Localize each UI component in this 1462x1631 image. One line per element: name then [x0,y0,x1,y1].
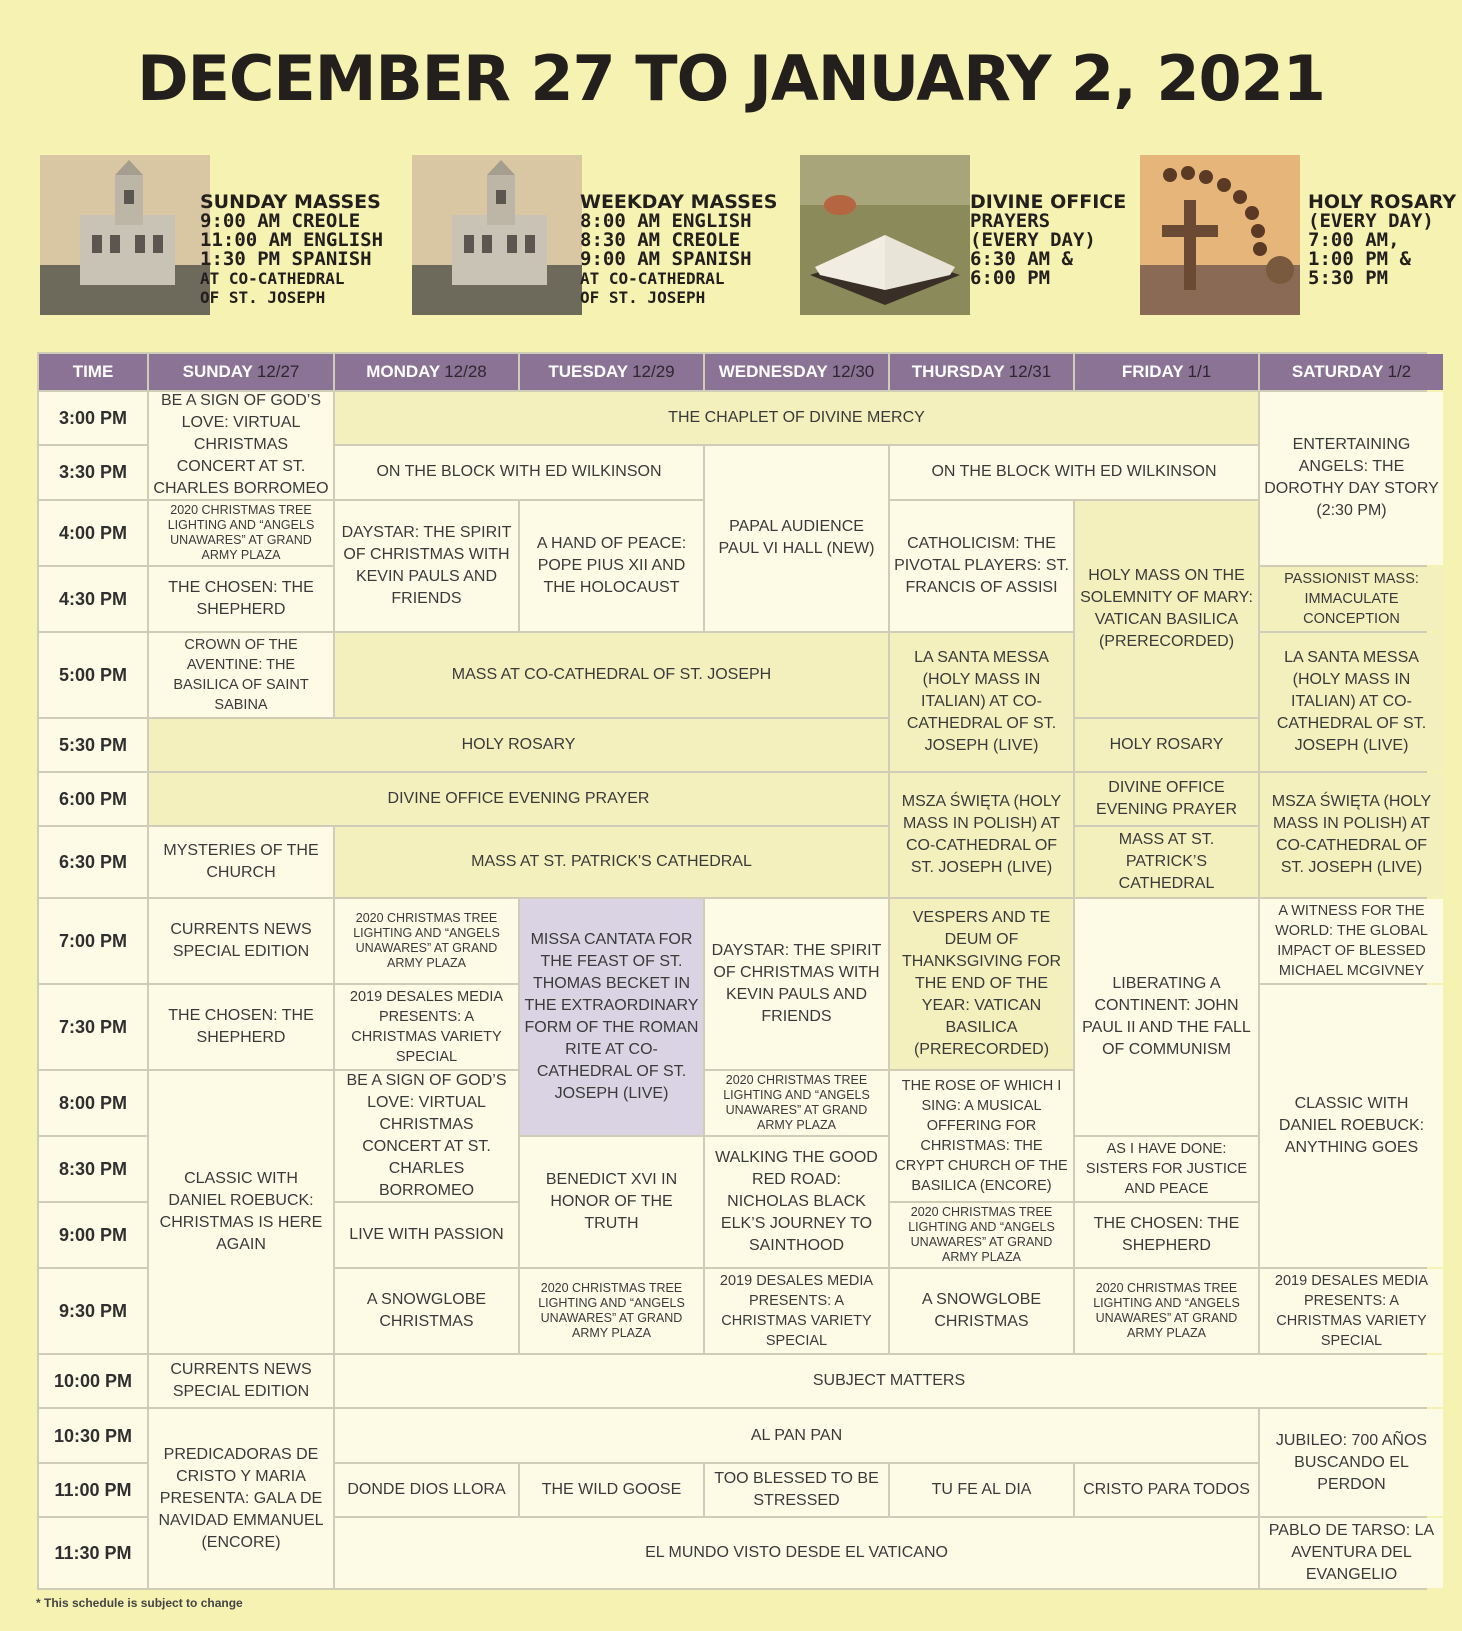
program-cell: CURRENTS NEWS SPECIAL EDITION [149,899,333,983]
header-label: TIME [72,362,114,381]
header-date: 12/27 [256,362,300,381]
time-slot: 5:00 PM [39,633,147,717]
promo-line: 8:00 AM ENGLISH [580,210,752,232]
program-cell: 2020 CHRISTMAS TREE LIGHTING AND “ANGELS UNAWARES” AT GRAND ARMY PLAZA [149,501,333,565]
program-cell: 2020 CHRISTMAS TREE LIGHTING AND “ANGELS UNAWARES” AT GRAND ARMY PLAZA [520,1269,703,1353]
program-cell: HOLY MASS ON THE SOLEMNITY OF MARY: VATICAN BASILICA (PRERECORDED) [1075,501,1258,717]
program-cell: 2020 CHRISTMAS TREE LIGHTING AND “ANGELS UNAWARES” AT GRAND ARMY PLAZA [335,899,518,983]
program-cell: LA SANTA MESSA (HOLY MASS IN ITALIAN) AT CO-CATHEDRAL OF ST. JOSEPH (LIVE) [890,633,1073,771]
program-cell: DAYSTAR: THE SPIRIT OF CHRISTMAS WITH KEVIN PAULS AND FRIENDS [705,899,888,1069]
program-cell: ENTERTAINING ANGELS: THE DOROTHY DAY STORY (2:30 PM) [1260,392,1443,565]
program-cell: CRISTO PARA TODOS [1075,1464,1258,1516]
promo-line: OF ST. JOSEPH [200,288,326,307]
program-cell: DIVINE OFFICE EVENING PRAYER [1075,773,1258,825]
time-slot: 10:30 PM [39,1409,147,1461]
program-cell: TU FE AL DIA [890,1464,1073,1516]
program-cell: BE A SIGN OF GOD’S LOVE: VIRTUAL CHRISTMAS CONCERT AT ST. CHARLES BORROMEO [335,1071,518,1201]
program-cell: THE CHAPLET OF DIVINE MERCY [335,392,1258,444]
header-date: 12/28 [444,362,487,381]
program-cell: A SNOWGLOBE CHRISTMAS [335,1269,518,1353]
header-date: 1/1 [1187,362,1212,381]
header-day: TUESDAY [548,362,629,381]
open-bible-icon [800,155,970,315]
promo-weekday-masses [412,155,778,325]
promo-line: AT CO-CATHEDRAL [580,269,725,288]
program-cell: CURRENTS NEWS SPECIAL EDITION [149,1355,333,1407]
header-date: 1/2 [1387,362,1412,381]
program-cell: PAPAL AUDIENCE PAUL VI HALL (NEW) [705,446,888,630]
header-day: SUNDAY [182,362,253,381]
promo-divine-office [800,155,1130,325]
program-cell: 2019 DESALES MEDIA PRESENTS: A CHRISTMAS VARIETY SPECIAL [1260,1269,1443,1353]
header-thursday [890,354,1073,390]
promo-line: 9:00 AM CREOLE [200,210,361,232]
program-cell: HOLY ROSARY [149,719,888,771]
church-icon [412,155,582,315]
program-cell: LA SANTA MESSA (HOLY MASS IN ITALIAN) AT CO-CATHEDRAL OF ST. JOSEPH (LIVE) [1260,633,1443,771]
program-cell: BE A SIGN OF GOD’S LOVE: VIRTUAL CHRISTMAS CONCERT AT ST. CHARLES BORROMEO [149,392,333,499]
program-cell: BENEDICT XVI IN HONOR OF THE TRUTH [520,1137,703,1267]
rosary-icon [1140,155,1300,315]
header-friday [1075,354,1258,390]
program-cell: LIBERATING A CONTINENT: JOHN PAUL II AND THE FALL OF COMMUNISM [1075,899,1258,1135]
time-slot: 11:00 PM [39,1464,147,1516]
program-cell: PABLO DE TARSO: LA AVENTURA DEL EVANGELIO [1260,1518,1443,1588]
time-slot: 10:00 PM [39,1355,147,1407]
time-slot: 5:30 PM [39,719,147,771]
promo-line: 11:00 AM ENGLISH [200,229,384,251]
header-day: FRIDAY [1121,362,1184,381]
time-slot: 6:30 PM [39,827,147,897]
program-cell: MISSA CANTATA FOR THE FEAST OF ST. THOMAS BECKET IN THE EXTRAORDINARY FORM OF THE ROMAN RITE AT CO-CATHEDRAL OF ST. JOSEPH (LIVE) [520,899,703,1135]
program-cell: DAYSTAR: THE SPIRIT OF CHRISTMAS WITH KEVIN PAULS AND FRIENDS [335,501,518,631]
program-cell: THE CHOSEN: THE SHEPHERD [149,985,333,1069]
promo-text [970,193,1126,288]
program-cell: EL MUNDO VISTO DESDE EL VATICANO [335,1518,1258,1588]
program-cell: 2020 CHRISTMAS TREE LIGHTING AND “ANGELS UNAWARES” AT GRAND ARMY PLAZA [890,1203,1073,1267]
time-slot: 3:30 PM [39,446,147,498]
promo-line: 8:30 AM CREOLE [580,229,741,251]
header-date: 12/29 [632,362,675,381]
promo-text [1308,193,1456,288]
footnote: * This schedule is subject to change [36,1596,243,1610]
program-cell: MYSTERIES OF THE CHURCH [149,827,333,897]
time-slot: 7:00 PM [39,899,147,983]
header-time [39,354,147,390]
header-wednesday [705,354,888,390]
program-cell: MASS AT ST. PATRICK’S CATHEDRAL [1075,827,1258,897]
program-cell: CLASSIC WITH DANIEL ROEBUCK: CHRISTMAS IS HERE AGAIN [149,1071,333,1353]
time-slot: 7:30 PM [39,985,147,1069]
promo-line: 1:30 PM SPANISH [200,248,372,270]
header-sunday [149,354,333,390]
program-cell: ON THE BLOCK WITH ED WILKINSON [335,446,703,498]
program-cell: MASS AT CO-CATHEDRAL OF ST. JOSEPH [335,633,888,717]
program-cell: MSZA ŚWIĘTA (HOLY MASS IN POLISH) AT CO-CATHEDRAL OF ST. JOSEPH (LIVE) [1260,773,1443,897]
header-day: MONDAY [366,362,441,381]
promo-heading: WEEKDAY MASSES [580,191,778,213]
time-slot: 4:00 PM [39,501,147,565]
time-slot: 8:30 PM [39,1137,147,1201]
header-date: 12/30 [831,362,875,381]
program-cell: MSZA ŚWIĘTA (HOLY MASS IN POLISH) AT CO-CATHEDRAL OF ST. JOSEPH (LIVE) [890,773,1073,897]
program-cell: ON THE BLOCK WITH ED WILKINSON [890,446,1258,498]
header-monday [335,354,518,390]
promo-text [580,193,777,307]
program-cell: HOLY ROSARY [1075,719,1258,771]
program-cell: 2020 CHRISTMAS TREE LIGHTING AND “ANGELS UNAWARES” AT GRAND ARMY PLAZA [1075,1269,1258,1353]
program-cell: JUBILEO: 700 AÑOS BUSCANDO EL PERDON [1260,1409,1443,1516]
promo-heading: SUNDAY MASSES [200,191,381,213]
header-day: WEDNESDAY [718,362,828,381]
promo-sunday-masses [40,155,384,325]
program-cell: SUBJECT MATTERS [335,1355,1443,1407]
program-cell: AS I HAVE DONE: SISTERS FOR JUSTICE AND PEACE [1075,1137,1258,1201]
promo-line: (EVERY DAY) [1308,210,1434,232]
program-cell: A WITNESS FOR THE WORLD: THE GLOBAL IMPACT OF BLESSED MICHAEL MCGIVNEY [1260,899,1443,983]
header-saturday [1260,354,1443,390]
program-cell: DIVINE OFFICE EVENING PRAYER [149,773,888,825]
header-date: 12/31 [1008,362,1052,381]
program-cell: MASS AT ST. PATRICK'S CATHEDRAL [335,827,888,897]
promo-line: AT CO-CATHEDRAL [200,269,345,288]
program-cell: A HAND OF PEACE: POPE PIUS XII AND THE HOLOCAUST [520,501,703,631]
program-cell: AL PAN PAN [335,1409,1258,1461]
program-cell: 2019 DESALES MEDIA PRESENTS: A CHRISTMAS VARIETY SPECIAL [335,985,518,1069]
promo-line: (EVERY DAY) [970,229,1096,251]
program-cell: PREDICADORAS DE CRISTO Y MARIA PRESENTA: GALA DE NAVIDAD EMMANUEL (ENCORE) [149,1409,333,1588]
header-tuesday [520,354,703,390]
program-cell: DONDE DIOS LLORA [335,1464,518,1516]
header-day: THURSDAY [911,362,1005,381]
program-cell: THE CHOSEN: THE SHEPHERD [1075,1203,1258,1267]
program-cell: A SNOWGLOBE CHRISTMAS [890,1269,1073,1353]
promo-text [200,193,383,307]
program-cell: 2020 CHRISTMAS TREE LIGHTING AND “ANGELS UNAWARES” AT GRAND ARMY PLAZA [705,1071,888,1135]
schedule-grid [37,352,1439,1590]
time-slot: 3:00 PM [39,392,147,444]
header-day: SATURDAY [1291,362,1384,381]
promo-holy-rosary [1140,155,1460,325]
church-icon [40,155,210,315]
time-slot: 9:30 PM [39,1269,147,1353]
time-slot: 6:00 PM [39,773,147,825]
promo-line: 5:30 PM [1308,267,1389,289]
program-cell: VESPERS AND TE DEUM OF THANKSGIVING FOR THE END OF THE YEAR: VATICAN BASILICA (PRERECORDED) [890,899,1073,1069]
program-cell: TOO BLESSED TO BE STRESSED [705,1464,888,1516]
program-cell: WALKING THE GOOD RED ROAD: NICHOLAS BLACK ELK’S JOURNEY TO SAINTHOOD [705,1137,888,1267]
program-cell: CLASSIC WITH DANIEL ROEBUCK: ANYTHING GOES [1260,985,1443,1267]
program-cell: THE WILD GOOSE [520,1464,703,1516]
program-cell: THE ROSE OF WHICH I SING: A MUSICAL OFFERING FOR CHRISTMAS: THE CRYPT CHURCH OF THE BASILICA (ENCORE) [890,1071,1073,1201]
promo-heading: DIVINE OFFICE [970,191,1127,213]
program-cell: THE CHOSEN: THE SHEPHERD [149,567,333,631]
promo-line: 9:00 AM SPANISH [580,248,752,270]
time-slot: 11:30 PM [39,1518,147,1588]
program-cell: 2019 DESALES MEDIA PRESENTS: A CHRISTMAS VARIETY SPECIAL [705,1269,888,1353]
promo-heading: HOLY ROSARY [1308,191,1457,213]
program-cell: LIVE WITH PASSION [335,1203,518,1267]
program-cell: CATHOLICISM: THE PIVOTAL PLAYERS: ST. FRANCIS OF ASSISI [890,501,1073,631]
time-slot: 4:30 PM [39,567,147,631]
promo-line: PRAYERS [970,210,1051,232]
promo-line: 7:00 AM, [1308,229,1400,251]
page-title: DECEMBER 27 TO JANUARY 2, 2021 [137,42,1325,115]
promo-line: 1:00 PM & [1308,248,1411,270]
promo-line: 6:00 PM [970,267,1051,289]
promo-line: 6:30 AM & [970,248,1073,270]
program-cell: PASSIONIST MASS: IMMACULATE CONCEPTION [1260,567,1443,631]
program-cell: CROWN OF THE AVENTINE: THE BASILICA OF SAINT SABINA [149,633,333,717]
promo-line: OF ST. JOSEPH [580,288,706,307]
time-slot: 9:00 PM [39,1203,147,1267]
time-slot: 8:00 PM [39,1071,147,1135]
